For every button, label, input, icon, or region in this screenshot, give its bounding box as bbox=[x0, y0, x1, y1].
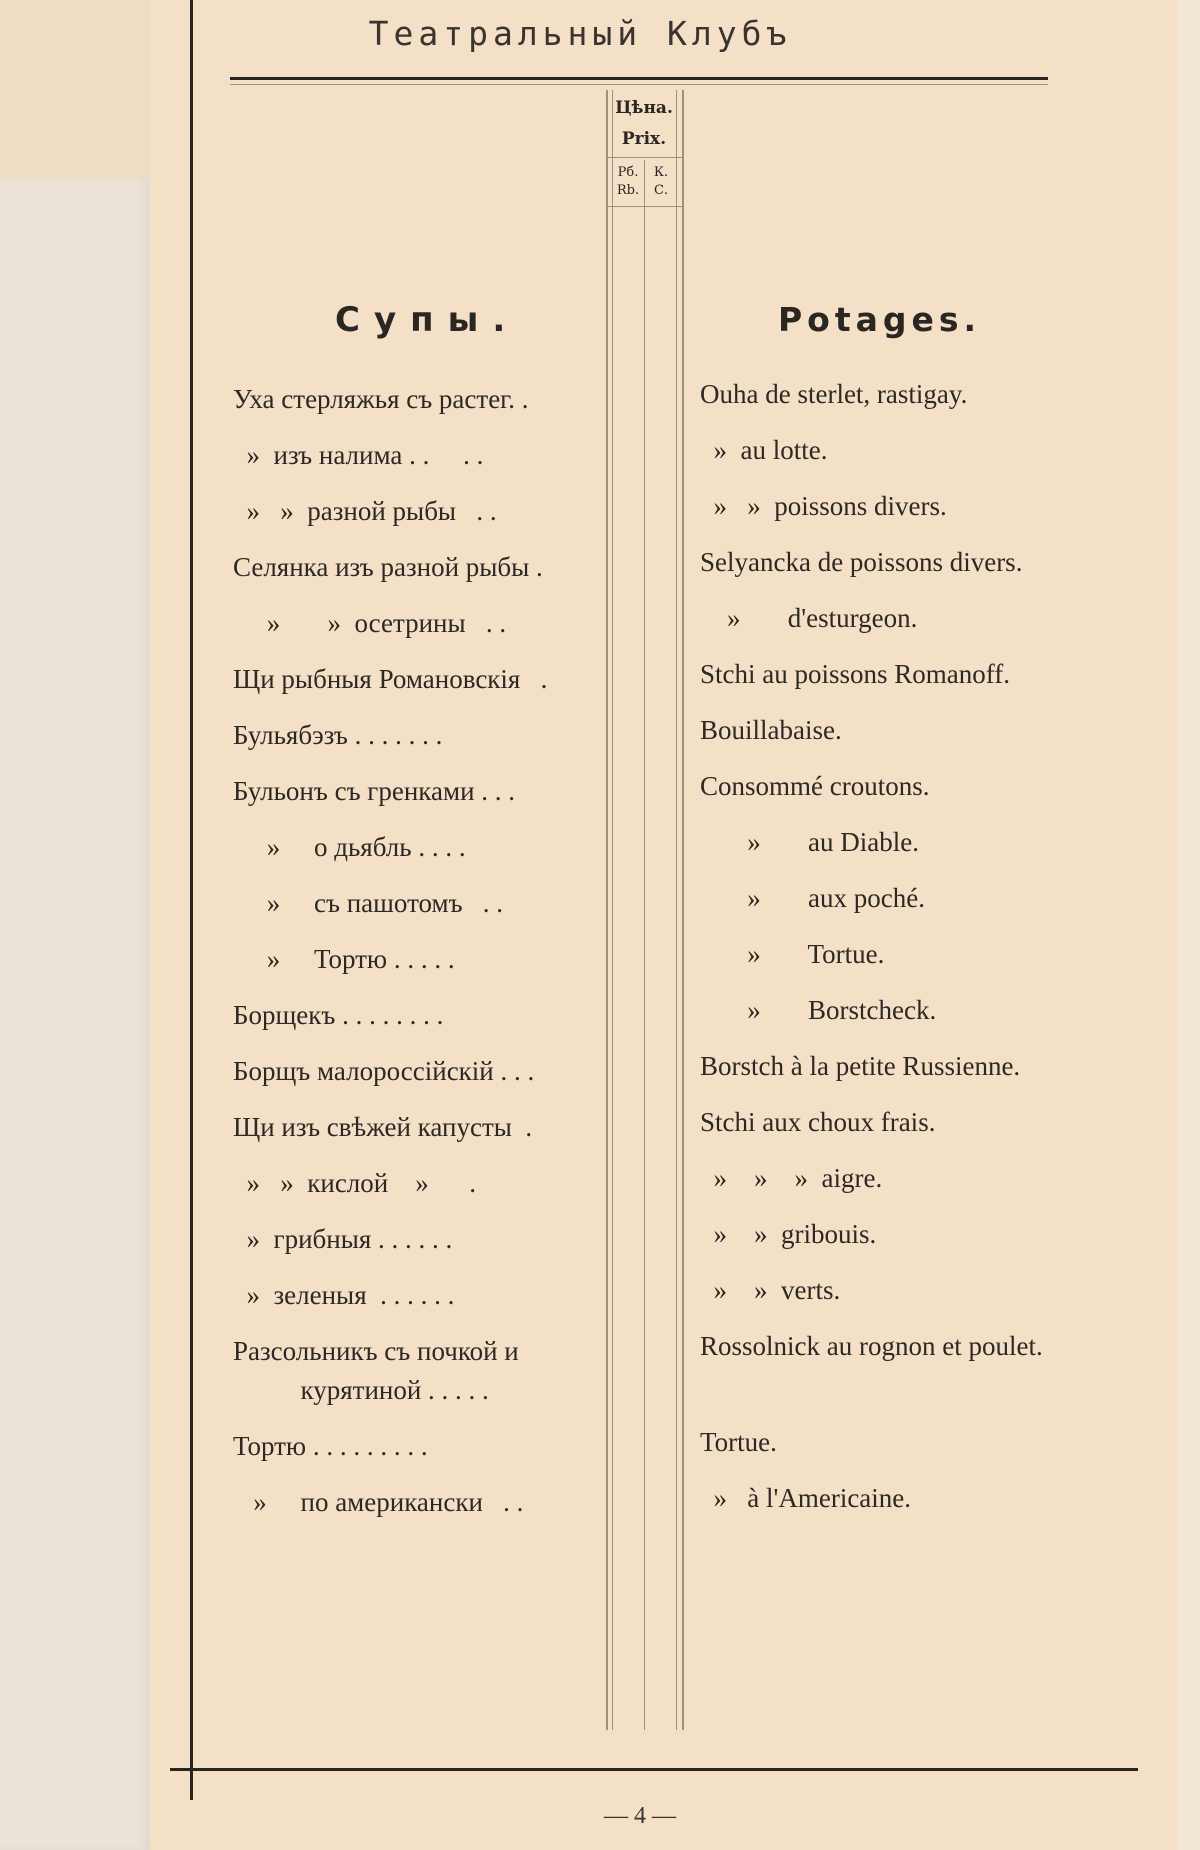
menu-item-ru: Бульонъ съ гренками . . . bbox=[233, 776, 516, 806]
menu-page bbox=[150, 0, 1178, 1850]
menu-item-fr: Borstch à la petite Russienne. bbox=[700, 1051, 1021, 1081]
menu-item-fr: » au lotte. bbox=[700, 435, 828, 465]
menu-item-ru: » Тортю . . . . . bbox=[233, 944, 455, 974]
menu-item-fr: » » verts. bbox=[700, 1275, 841, 1305]
menu-item-ru: Борщъ малороссійскій . . . bbox=[233, 1056, 535, 1086]
menu-item-ru: Уха стерляжья съ растег. . bbox=[233, 384, 529, 414]
menu-item-fr: » » gribouis. bbox=[700, 1219, 877, 1249]
menu-item-fr: » Tortue. bbox=[700, 939, 885, 969]
menu-item-fr: Rossolnick au rognon et poulet. bbox=[700, 1331, 1043, 1361]
menu-item-ru: Бульябэзъ . . . . . . . bbox=[233, 720, 443, 750]
menu-item-fr: Consommé croutons. bbox=[700, 771, 930, 801]
menu-item-fr: Ouha de sterlet, rastigay. bbox=[700, 379, 968, 409]
section-title-fr: Potages. bbox=[778, 300, 982, 339]
price-column-line-5 bbox=[682, 90, 684, 1730]
menu-item-ru: Щи рыбныя Романовскія . bbox=[233, 664, 548, 694]
menu-item-ru: » изъ налима . . . . bbox=[233, 440, 484, 470]
background-sheet-right bbox=[1177, 0, 1200, 1850]
menu-item-fr: Stchi au poissons Romanoff. bbox=[700, 659, 1010, 689]
price-column-line-2 bbox=[612, 90, 613, 1730]
menu-item-fr: » au Diable. bbox=[700, 827, 919, 857]
menu-item-ru: » зеленыя . . . . . . bbox=[233, 1280, 455, 1310]
kop-label-ru: К. bbox=[653, 165, 669, 180]
menu-item-fr: Selyancka de poissons divers. bbox=[700, 547, 1023, 577]
menu-item-ru: » о дьябль . . . . bbox=[233, 832, 466, 862]
menu-item-ru: Борщекъ . . . . . . . . bbox=[233, 1000, 444, 1030]
header-rule-bottom bbox=[230, 84, 1048, 85]
menu-item-fr: » » » aigre. bbox=[700, 1163, 883, 1193]
rub-label-fr: Rb. bbox=[616, 183, 640, 198]
price-label-fr: Prix. bbox=[621, 129, 667, 149]
menu-item-ru: » съ пашотомъ . . bbox=[233, 888, 504, 918]
menu-item-fr: Stchi aux choux frais. bbox=[700, 1107, 936, 1137]
menu-item-ru: » по американски . . bbox=[233, 1487, 524, 1517]
page-number: — 4 — bbox=[604, 1803, 676, 1829]
section-title-ru: Супы. bbox=[335, 300, 520, 340]
menu-item-ru: Тортю . . . . . . . . . bbox=[233, 1431, 428, 1461]
price-column-line-1 bbox=[606, 90, 608, 1730]
menu-item-ru: Разсольникъ съ почкой и bbox=[233, 1336, 519, 1366]
club-title: Театральный Клубъ bbox=[368, 14, 792, 53]
price-column-line-3 bbox=[644, 160, 645, 1730]
rub-label-ru: Рб. bbox=[617, 165, 639, 180]
price-label-ru: Цѣна. bbox=[615, 98, 673, 118]
menu-item-fr: » Borstcheck. bbox=[700, 995, 937, 1025]
menu-item-fr: Tortue. bbox=[700, 1427, 777, 1457]
header-rule-top bbox=[230, 77, 1048, 80]
background-sheet-left bbox=[0, 178, 151, 1850]
kop-label-fr: С. bbox=[653, 183, 669, 198]
menu-item-ru: » » разной рыбы . . bbox=[233, 496, 497, 526]
menu-item-ru: » грибныя . . . . . . bbox=[233, 1224, 453, 1254]
price-subhead-divider bbox=[608, 206, 682, 207]
price-column-line-4 bbox=[676, 90, 677, 1730]
menu-item-fr: Bouillabaise. bbox=[700, 715, 842, 745]
menu-item-ru: » » осетрины . . bbox=[233, 608, 507, 638]
menu-item-ru: курятиной . . . . . bbox=[233, 1375, 489, 1405]
menu-item-ru: » » кислой » . bbox=[233, 1168, 476, 1198]
menu-item-ru: Щи изъ свѣжей капусты . bbox=[233, 1112, 533, 1142]
menu-item-fr: » aux poché. bbox=[700, 883, 925, 913]
price-head-divider bbox=[608, 157, 682, 158]
menu-item-ru: Селянка изъ разной рыбы . bbox=[233, 552, 543, 582]
menu-item-fr: » d'esturgeon. bbox=[700, 603, 918, 633]
menu-item-fr: » à l'Americaine. bbox=[700, 1483, 912, 1513]
page-left-border bbox=[190, 0, 193, 1800]
menu-item-fr: » » poissons divers. bbox=[700, 491, 947, 521]
footer-rule bbox=[170, 1768, 1138, 1771]
